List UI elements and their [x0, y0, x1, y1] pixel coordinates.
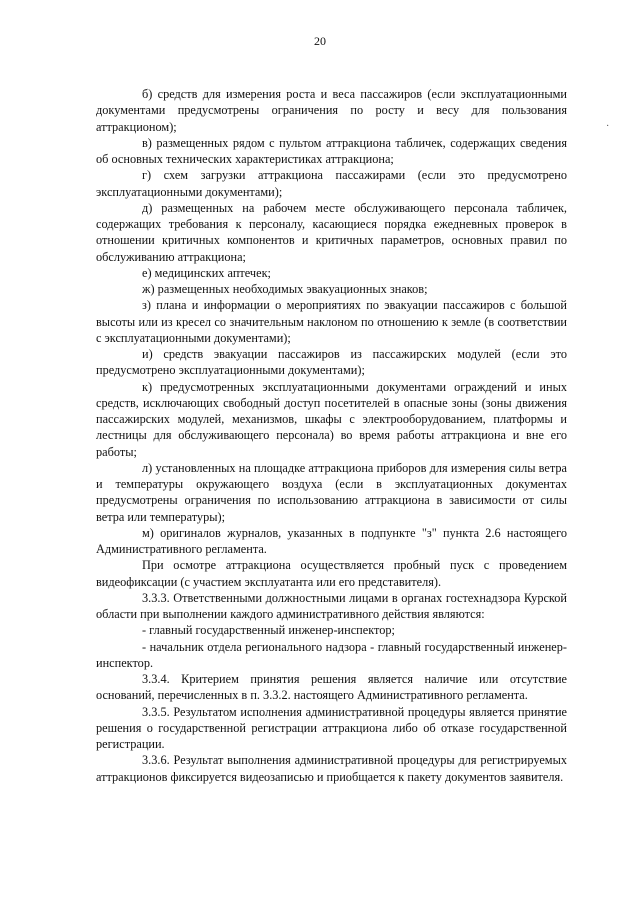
list-item-v: в) размещенных рядом с пультом аттракциона табличек, содержащих сведения об основных технических характеристиках аттракциона;	[96, 135, 567, 166]
section-3-3-3: 3.3.3. Ответственными должностными лицами в органах гостехнадзора Курской области при выполнении каждого административного действия являются:	[96, 590, 567, 621]
section-3-3-6: 3.3.6. Результат выполнения административной процедуры для регистрируемых аттракционов фиксируется видеозаписью и приобщается к пакету документов заявителя.	[96, 753, 567, 784]
section-3-3-5: 3.3.5. Результатом исполнения административной процедуры является принятие решения о государственной регистрации аттракциона либо об отказе государственной регистрации.	[96, 704, 567, 751]
inspection-paragraph: При осмотре аттракциона осуществляется пробный пуск с проведением видеофиксации (с участием эксплуатанта или его представителя).	[96, 558, 567, 589]
document-body	[96, 86, 567, 785]
list-item-l: л) установленных на площадке аттракциона приборов для измерения силы ветра и температуры окружающего воздуха (если в эксплуатационных документах предусмотрены ограничения по использованию аттракциона в зависимости от силы ветра или температуры);	[96, 460, 567, 524]
margin-mark: ·	[606, 121, 610, 132]
list-item-k: к) предусмотренных эксплуатационными документами ограждений и иных средств, исключающих свободный доступ посетителей в опасные зоны (зоны движения пассажирских модулей, механизмов, шкафы с электрооборудованием, платформы и лестницы для обслуживающего персонала) во время работы аттракциона и вне его работы;	[96, 379, 567, 459]
list-item-zh: ж) размещенных необходимых эвакуационных знаков;	[142, 282, 428, 296]
page-number: 20	[314, 34, 326, 48]
list-item-d: д) размещенных на рабочем месте обслуживающего персонала табличек, содержащих требования к персоналу, касающиеся порядка ежедневных проверок в отношении критичных компонентов и критичных параметров, основных правил по обслуживанию аттракциона;	[96, 200, 567, 264]
list-item-b: б) средств для измерения роста и веса пассажиров (если эксплуатационными документами предусмотрены ограничения по росту и весу для пользования аттракционом);	[96, 87, 567, 134]
list-item-g: г) схем загрузки аттракциона пассажирами (если это предусмотрено эксплуатационными документами);	[96, 168, 567, 199]
section-3-3-4: 3.3.4. Критерием принятия решения является наличие или отсутствие оснований, перечисленных в п. 3.3.2. настоящего Административного регламента.	[96, 672, 567, 703]
list-item-i: и) средств эвакуации пассажиров из пассажирских модулей (если это предусмотрено эксплуатационными документами);	[96, 347, 567, 378]
list-item-e: е) медицинских аптечек;	[142, 265, 271, 280]
list-item-m: м) оригиналов журналов, указанных в подпункте "з" пункта 2.6 настоящего Административного регламента.	[96, 525, 567, 556]
list-item-z: з) плана и информации о мероприятиях по эвакуации пассажиров с большой высоты или из кресел со значительным наклоном по отношению к земле (в соответствии с эксплуатационными документами);	[96, 298, 567, 345]
responsible-item-1: - главный государственный инженер-инспектор;	[142, 623, 395, 638]
responsible-item-2: - начальник отдела регионального надзора - главный государственный инженер-инспектор.	[96, 639, 567, 670]
